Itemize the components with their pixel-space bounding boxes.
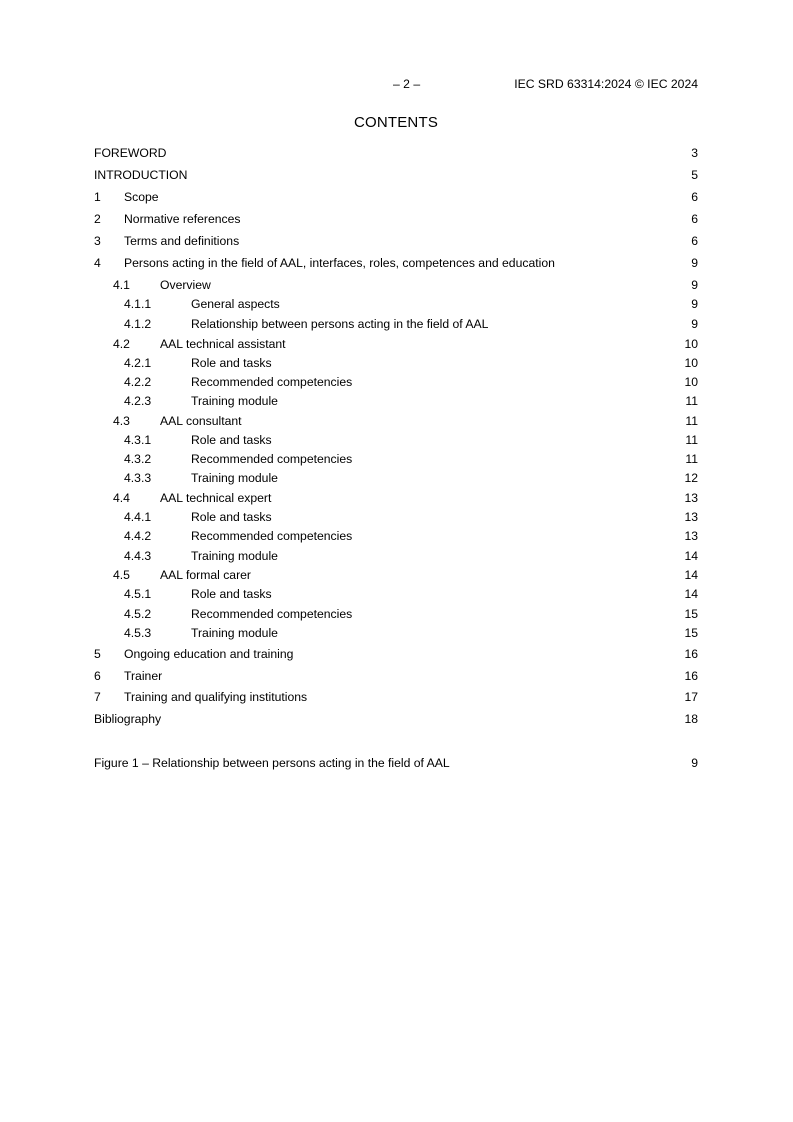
toc-entry-title: Figure 1 – Relationship between persons acting in the field of AAL: [94, 756, 450, 770]
toc-entry-page: 9: [691, 297, 698, 311]
toc-entry[interactable]: [94, 689, 698, 706]
toc-entry[interactable]: [94, 567, 698, 584]
toc-entry-page: 15: [684, 626, 698, 640]
toc-entry[interactable]: [94, 355, 698, 372]
toc-entry-number: 4.5.2: [124, 607, 152, 621]
toc-entry-page: 5: [691, 168, 698, 182]
toc-entry-page: 13: [684, 529, 698, 543]
toc-entry-number: 4.3.2: [124, 452, 152, 466]
toc-entry-page: 14: [684, 568, 698, 582]
toc-entry[interactable]: [94, 189, 698, 206]
toc-entry[interactable]: [94, 277, 698, 294]
toc-entry-page: 13: [684, 510, 698, 524]
toc-entry-title: Recommended competencies: [191, 607, 353, 621]
toc-entry-page: 11: [685, 414, 698, 428]
toc-entry[interactable]: [94, 432, 698, 449]
toc-entry-title: Terms and definitions: [124, 234, 240, 248]
toc-entry[interactable]: [94, 509, 698, 526]
toc-entry[interactable]: [94, 586, 698, 603]
toc-entry-page: 6: [691, 212, 698, 226]
toc-entry[interactable]: [94, 393, 698, 410]
toc-entry-page: 9: [691, 256, 698, 270]
toc-entry-number: 4: [94, 256, 101, 270]
toc-entry-title: AAL technical assistant: [160, 337, 286, 351]
toc-entry-number: 5: [94, 647, 101, 661]
toc-entry-title: Role and tasks: [191, 587, 272, 601]
toc-entry-page: 14: [684, 549, 698, 563]
toc-entry-page: 6: [691, 234, 698, 248]
toc-entry[interactable]: [94, 646, 698, 663]
toc-entry-number: 4.5: [113, 568, 130, 582]
contents-title: CONTENTS: [353, 114, 439, 131]
toc-entry-number: 3: [94, 234, 101, 248]
toc-entry-title: Training and qualifying institutions: [124, 690, 308, 704]
toc-entry-number: 4.2.1: [124, 356, 152, 370]
toc-entry-number: 4.3.1: [124, 433, 152, 447]
page-number: – 2 –: [393, 77, 421, 91]
toc-entry-title: Persons acting in the field of AAL, interfaces, roles, competences and education: [124, 256, 555, 270]
toc-entry-page: 11: [685, 433, 698, 447]
toc-entry-page: 16: [684, 647, 698, 661]
toc-entry-page: 11: [685, 452, 698, 466]
toc-entry[interactable]: [94, 470, 698, 487]
toc-entry-number: 2: [94, 212, 101, 226]
toc-entry-title: INTRODUCTION: [94, 168, 188, 182]
toc-entry-title: Recommended competencies: [191, 375, 353, 389]
toc-entry-number: 4.1: [113, 278, 130, 292]
toc-entry-number: 4.5.3: [124, 626, 152, 640]
toc-entry-title: Normative references: [124, 212, 241, 226]
toc-entry[interactable]: [94, 606, 698, 623]
toc-entry-page: 15: [684, 607, 698, 621]
toc-entry-number: 4.4.3: [124, 549, 152, 563]
toc-entry-title: AAL technical expert: [160, 491, 272, 505]
toc-entry[interactable]: [94, 755, 698, 772]
toc-entry[interactable]: [94, 233, 698, 250]
toc-entry-page: 10: [684, 337, 698, 351]
toc-entry-page: 16: [684, 669, 698, 683]
toc-entry-number: 4.2.3: [124, 394, 152, 408]
toc-entry-number: 1: [94, 190, 101, 204]
document-reference: IEC SRD 63314:2024 © IEC 2024: [514, 77, 698, 91]
toc-entry[interactable]: [94, 374, 698, 391]
toc-entry-page: 6: [691, 190, 698, 204]
toc-entry-page: 18: [684, 712, 698, 726]
toc-entry-number: 4.4: [113, 491, 130, 505]
toc-entry[interactable]: [94, 490, 698, 507]
toc-entry-page: 13: [684, 491, 698, 505]
toc-entry-number: 4.3.3: [124, 471, 152, 485]
toc-entry-title: Trainer: [124, 669, 163, 683]
toc-entry-title: Training module: [191, 471, 278, 485]
toc-entry-number: 4.5.1: [124, 587, 152, 601]
toc-entry-number: 4.1.2: [124, 317, 152, 331]
toc-entry-title: Bibliography: [94, 712, 162, 726]
toc-entry[interactable]: [94, 167, 698, 184]
page-header: [94, 76, 698, 92]
toc-entry-page: 3: [691, 146, 698, 160]
toc-entry-title: Ongoing education and training: [124, 647, 294, 661]
toc-entry-page: 11: [685, 394, 698, 408]
toc-entry-number: 4.4.1: [124, 510, 152, 524]
toc-entry-page: 9: [691, 278, 698, 292]
toc-entry-title: General aspects: [191, 297, 280, 311]
toc-entry-title: Training module: [191, 549, 278, 563]
toc-entry-title: Scope: [124, 190, 159, 204]
toc-entry[interactable]: [94, 528, 698, 545]
toc-entry-number: 7: [94, 690, 101, 704]
toc-entry-page: 10: [684, 375, 698, 389]
toc-entry[interactable]: [94, 451, 698, 468]
toc-entry[interactable]: [94, 711, 698, 728]
toc-entry-title: Role and tasks: [191, 433, 272, 447]
toc-entry[interactable]: [94, 255, 698, 272]
toc-entry-page: 12: [684, 471, 698, 485]
toc-entry-title: Role and tasks: [191, 356, 272, 370]
toc-entry-page: 9: [691, 756, 698, 770]
toc-entry-number: 4.4.2: [124, 529, 152, 543]
toc-entry[interactable]: [94, 548, 698, 565]
toc-entry[interactable]: [94, 625, 698, 642]
toc-entry-title: AAL consultant: [160, 414, 242, 428]
toc-entry[interactable]: [94, 413, 698, 430]
toc-entry-page: 14: [684, 587, 698, 601]
toc-entry-page: 10: [684, 356, 698, 370]
toc-entry-title: Recommended competencies: [191, 452, 353, 466]
toc-entry-number: 4.3: [113, 414, 130, 428]
toc-entry[interactable]: [94, 296, 698, 313]
toc-entry-number: 4.2: [113, 337, 130, 351]
toc-entry[interactable]: [94, 145, 698, 162]
toc-entry-number: 4.2.2: [124, 375, 152, 389]
toc-entry-title: Relationship between persons acting in the field of AAL: [191, 317, 489, 331]
toc-entry-title: Training module: [191, 394, 278, 408]
toc-entry-title: Role and tasks: [191, 510, 272, 524]
toc-entry[interactable]: [94, 336, 698, 353]
toc-entry-page: 9: [691, 317, 698, 331]
toc-entry-number: 6: [94, 669, 101, 683]
toc-entry-title: FOREWORD: [94, 146, 167, 160]
toc-entry[interactable]: [94, 211, 698, 228]
toc-entry-number: 4.1.1: [124, 297, 152, 311]
toc-entry-title: Training module: [191, 626, 278, 640]
toc-entry[interactable]: [94, 316, 698, 333]
toc-entry-title: AAL formal carer: [160, 568, 251, 582]
toc-entry[interactable]: [94, 668, 698, 685]
toc-entry-page: 17: [684, 690, 698, 704]
toc-entry-title: Overview: [160, 278, 211, 292]
toc-entry-title: Recommended competencies: [191, 529, 353, 543]
